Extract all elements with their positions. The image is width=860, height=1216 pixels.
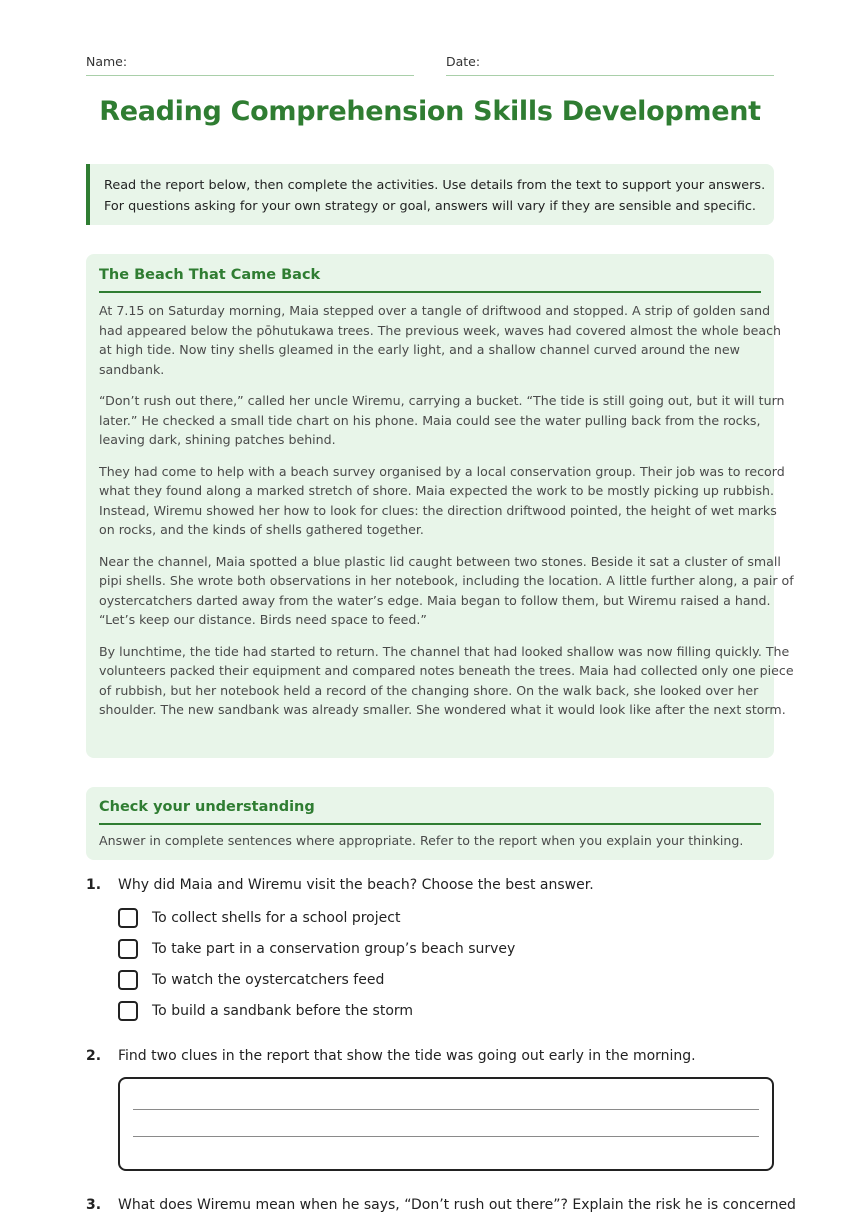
- passage-line: oystercatchers darted away from the water’s edge. Maia began to follow them, but Wiremu raised a hand.: [99, 592, 771, 608]
- passage-paragraph: [99, 552, 794, 630]
- check-subtitle: Answer in complete sentences where appropriate. Refer to the report when you explain your thinking.: [99, 833, 744, 848]
- name-field[interactable]: [86, 52, 414, 76]
- question-text: Why did Maia and Wiremu visit the beach? Choose the best answer.: [118, 877, 594, 893]
- page-title: Reading Comprehension Skills Development: [99, 96, 761, 127]
- option-item[interactable]: [118, 1001, 774, 1032]
- answer-line: [133, 1136, 759, 1137]
- check-understanding-card: [86, 787, 774, 860]
- passage-paragraph: [99, 642, 794, 720]
- checkbox[interactable]: [118, 908, 138, 928]
- passage-line: volunteers packed their equipment and compared notes beneath the trees. Maia had collected only one piece: [99, 663, 794, 678]
- option-item[interactable]: [118, 939, 774, 970]
- option-label: To watch the oystercatchers feed: [152, 972, 385, 988]
- passage-paragraph: [99, 301, 782, 379]
- passage-line: “Don’t rush out there,” called her uncle Wiremu, carrying a bucket. “The tide is still going out, but it will turn: [99, 393, 785, 408]
- passage-line: of rubbish, but her notebook held a record of the changing shore. On the walk back, she looked over her: [99, 682, 759, 698]
- option-item[interactable]: [118, 908, 774, 939]
- question-1-options: [118, 908, 774, 1032]
- question-text: What does Wiremu mean when he says, “Don’t rush out there”? Explain the risk he is concerned: [118, 1197, 796, 1213]
- passage-line: shoulder. The new sandbank was already smaller. She wondered what it would look like after the next storm.: [99, 702, 786, 717]
- reading-passage: [86, 254, 794, 758]
- passage-line: At 7.15 on Saturday morning, Maia stepped over a tangle of driftwood and stopped. A strip of golden sand: [99, 303, 771, 318]
- option-label: To build a sandbank before the storm: [152, 1003, 414, 1019]
- option-label: To take part in a conservation group’s beach survey: [152, 941, 516, 957]
- passage-line: Near the channel, Maia spotted a blue plastic lid caught between two stones. Beside it sat a cluster of small: [99, 553, 781, 569]
- passage-line: had appeared below the pōhutukawa trees. The previous week, waves had covered almost the whole beach: [99, 322, 782, 338]
- option-label: To collect shells for a school project: [152, 910, 401, 926]
- passage-line: “Let’s keep our distance. Birds need space to feed.”: [99, 612, 427, 627]
- passage-line: Instead, Wiremu showed her how to look for clues: the direction driftwood pointed, the height of wet marks: [99, 502, 777, 518]
- passage-line: on rocks, and the kinds of shells gathered together.: [99, 522, 424, 537]
- passage-line: leaving dark, shining patches behind.: [99, 432, 336, 447]
- date-field[interactable]: [446, 52, 774, 76]
- instructions-line: Read the report below, then complete the activities. Use details from the text to support your answers.: [104, 178, 766, 193]
- question-number: 1.: [86, 877, 102, 893]
- answer-box[interactable]: [118, 1077, 774, 1171]
- header-fields: [86, 52, 774, 76]
- instructions-line: For questions asking for your own strategy or goal, answers will vary if they are sensible and specific.: [104, 199, 756, 214]
- date-label: Date:: [446, 54, 481, 69]
- passage-line: later.” He checked a small tide chart on his phone. Maia could see the water pulling back from the rocks,: [99, 412, 761, 428]
- name-label: Name:: [86, 54, 128, 69]
- question-number: 3.: [86, 1197, 102, 1213]
- option-item[interactable]: [118, 970, 774, 1001]
- answer-line: [133, 1109, 759, 1110]
- checkbox[interactable]: [118, 939, 138, 959]
- checkbox[interactable]: [118, 970, 138, 990]
- checkbox[interactable]: [118, 1001, 138, 1021]
- passage-line: pipi shells. She wrote both observations in her notebook, including the location. A little further along, a pair of: [99, 573, 794, 588]
- passage-line: They had come to help with a beach survey organised by a local conservation group. Their job was to record: [99, 463, 785, 479]
- passage-line: sandbank.: [99, 361, 165, 377]
- passage-heading: The Beach That Came Back: [99, 266, 761, 293]
- question-number: 2.: [86, 1048, 102, 1064]
- passage-paragraph: [99, 391, 785, 450]
- question-text: Find two clues in the report that show the tide was going out early in the morning.: [118, 1048, 696, 1064]
- check-heading: Check your understanding: [99, 798, 761, 825]
- instructions-callout: [86, 164, 774, 225]
- passage-line: what they found along a marked stretch of shore. Maia expected the work to be mostly picking up rubbish.: [99, 483, 775, 498]
- passage-line: By lunchtime, the tide had started to return. The channel that had looked shallow was now filling quickly. The: [99, 643, 790, 659]
- passage-paragraph: [99, 462, 785, 540]
- passage-line: at high tide. Now tiny shells gleamed in the early light, and a shallow channel curved around the new: [99, 342, 740, 357]
